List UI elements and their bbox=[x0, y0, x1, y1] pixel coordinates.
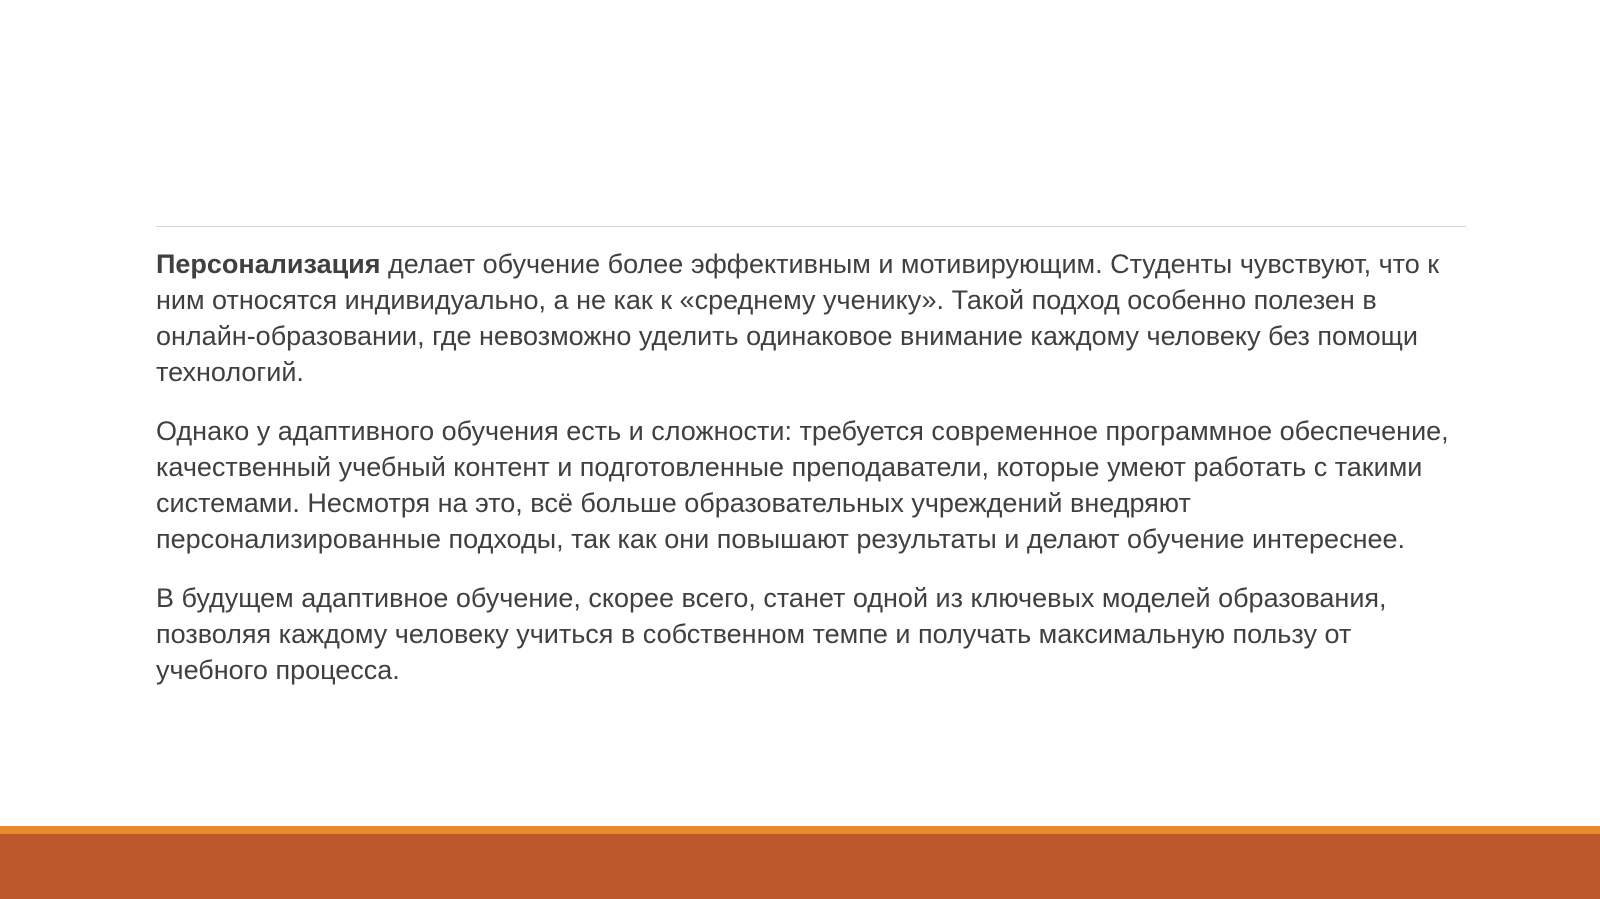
paragraph-text: В будущем адаптивное обучение, скорее всего, станет одной из ключевых моделей образования, позволяя каждому человеку учиться в собственном темпе и получать максимальную пользу от учебного процесса. bbox=[156, 583, 1387, 685]
paragraph-text: делает обучение более эффективным и мотивирующим. Студенты чувствуют, что к ним относятся индивидуально, а не как к «среднему ученику». Такой подход особенно полезен в онлайн-образовании, где невозможно уделить одинаковое внимание каждому человеку без помощи технологий. bbox=[156, 249, 1440, 387]
paragraph-personalization bbox=[156, 246, 1456, 390]
paragraph-challenges bbox=[156, 413, 1456, 557]
footer-accent-stripe bbox=[0, 826, 1600, 834]
slide-body bbox=[156, 246, 1456, 711]
title-divider bbox=[156, 226, 1466, 227]
paragraph-future bbox=[156, 580, 1456, 688]
paragraph-text: Однако у адаптивного обучения есть и сложности: требуется современное программное обеспечение, качественный учебный контент и подготовленные преподаватели, которые умеют работать с такими системами. Несмотря на это, всё больше образовательных учреждений внедряют персонализированные подходы, так как они повышают результаты и делают обучение интереснее. bbox=[156, 416, 1449, 554]
footer-bar bbox=[0, 834, 1600, 899]
paragraph-lead-bold: Персонализация bbox=[156, 249, 381, 279]
